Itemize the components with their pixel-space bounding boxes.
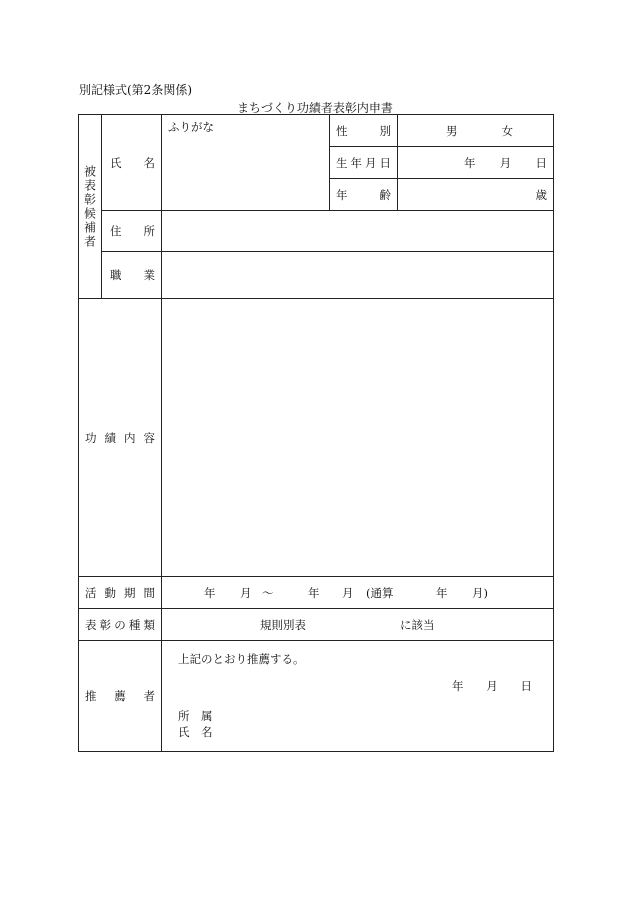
award-type-label-char: の [114, 617, 126, 632]
application-form-table [78, 114, 554, 752]
achievement-label-char: 容 [143, 430, 155, 445]
period-start-year-unit: 年 [204, 585, 216, 600]
address-label-char: 所 [143, 224, 155, 238]
award-type-label-char: 彰 [99, 617, 112, 632]
occupation-label-cell [102, 252, 162, 299]
birth-label-char: 生 [336, 155, 348, 170]
period-total-open: (通算 [366, 585, 394, 600]
age-field[interactable] [398, 179, 554, 211]
birth-label-cell [330, 147, 398, 179]
sex-option-male[interactable]: 男 [446, 123, 458, 138]
birth-date-field[interactable] [398, 147, 554, 179]
recommendation-year-unit: 年 [452, 679, 464, 693]
birth-year-unit: 年 [464, 155, 476, 170]
recommender-label-char: 者 [143, 689, 155, 703]
address-label-char: 住 [110, 224, 122, 238]
occupation-label-char: 職 [110, 268, 122, 282]
age-label-char: 年 [336, 187, 348, 202]
sex-label-char: 性 [336, 123, 348, 138]
age-label-char: 齢 [379, 187, 391, 202]
achievement-label-char: 内 [124, 430, 136, 445]
form-heading: 別記様式(第2条関係) [79, 83, 192, 97]
period-label-char: 期 [124, 585, 136, 600]
award-type-label-cell [79, 609, 162, 641]
form-title: まちづくり功績者表彰内申書 [237, 101, 393, 115]
award-applicable-text: に該当 [400, 617, 435, 632]
sex-option-female[interactable]: 女 [501, 123, 513, 138]
period-end-month-unit: 月 [342, 585, 354, 600]
achievement-field[interactable] [162, 299, 554, 577]
name-label-cell [102, 115, 162, 211]
period-end-year-unit: 年 [308, 585, 320, 600]
recommender-label-char: 薦 [114, 689, 126, 703]
recommendation-month-unit: 月 [486, 679, 498, 693]
recommender-name-label: 氏 名 [178, 725, 213, 739]
achievement-label-char: 功 [85, 430, 97, 445]
award-type-label-char: 類 [143, 617, 155, 632]
recommendation-day-unit: 日 [520, 679, 532, 693]
recommender-field[interactable] [162, 641, 554, 752]
address-field[interactable] [162, 211, 554, 252]
name-label-char: 名 [143, 155, 155, 170]
period-label-cell [79, 577, 162, 609]
period-field[interactable] [162, 577, 554, 609]
recommendation-date[interactable] [452, 678, 532, 694]
age-unit: 歳 [535, 187, 547, 202]
award-rule-table-text: 規則別表 [260, 617, 306, 632]
birth-label-char: 月 [365, 155, 377, 170]
period-tilde: ～ [262, 585, 274, 600]
birth-label-char: 日 [379, 155, 391, 170]
furigana-label: ふりがな [168, 120, 214, 134]
recommendation-statement: 上記のとおり推薦する。 [178, 652, 305, 666]
award-type-label-char: 表 [85, 617, 97, 632]
candidate-group-label-cell [79, 115, 102, 299]
recommender-affiliation-label: 所 属 [178, 709, 213, 723]
award-type-field[interactable] [162, 609, 554, 641]
occupation-field[interactable] [162, 252, 554, 299]
birth-day-unit: 日 [535, 155, 547, 170]
name-field[interactable] [162, 115, 330, 211]
period-total-month-unit: 月) [472, 585, 488, 600]
sex-label-cell [330, 115, 398, 147]
sex-label-char: 別 [379, 123, 391, 138]
award-type-label-char: 種 [128, 617, 141, 632]
occupation-label-char: 業 [143, 268, 155, 282]
sex-field[interactable] [398, 115, 554, 147]
age-label-cell [330, 179, 398, 211]
achievement-label-char: 績 [104, 430, 116, 445]
achievement-label-cell [79, 299, 162, 577]
recommender-label-char: 推 [85, 689, 97, 703]
period-start-month-unit: 月 [240, 585, 252, 600]
birth-label-char: 年 [350, 155, 362, 170]
period-total-year-unit: 年 [436, 585, 448, 600]
address-label-cell [102, 211, 162, 252]
candidate-group-label: 被表彰候補者 [82, 164, 97, 249]
recommender-label-cell [79, 641, 162, 752]
period-label-char: 動 [104, 585, 116, 600]
birth-month-unit: 月 [499, 155, 512, 170]
name-label-char: 氏 [110, 155, 122, 170]
period-label-char: 間 [143, 585, 155, 600]
period-label-char: 活 [85, 585, 97, 600]
